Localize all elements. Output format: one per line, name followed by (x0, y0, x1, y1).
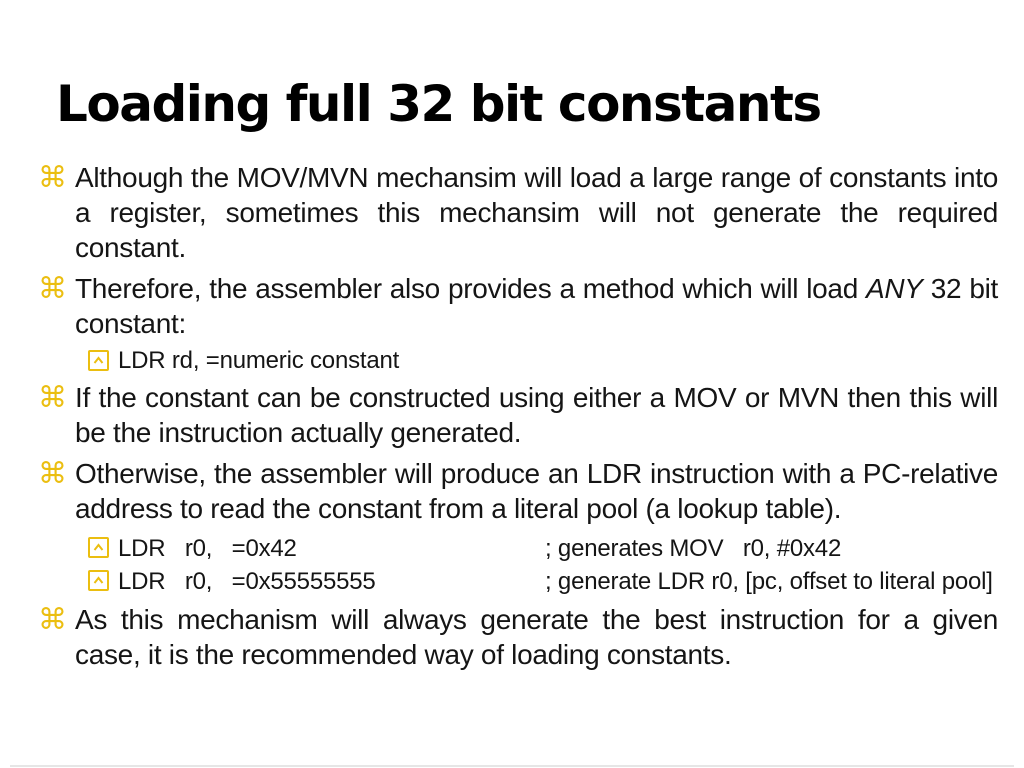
code-comment: ; generate LDR r0, [pc, offset to literal pool] (545, 568, 993, 595)
code-comment: ; generates MOV r0, #0x42 (545, 535, 842, 562)
code-text: LDR r0, =0x55555555 (118, 568, 376, 595)
bullet-text: As this mechanism will always generate the best instruction for a given case, it is the recommended way of loading constants. (75, 604, 998, 670)
bullet-text-post: 32 bit constant: (75, 273, 998, 339)
bullet-item (38, 456, 1006, 526)
chevron-box-icon (88, 570, 109, 591)
command-bullet-icon: ⌘ (38, 380, 67, 414)
bullet-text-italic: ANY (866, 273, 923, 304)
sub-bullet-item (38, 345, 1006, 376)
bullet-item (38, 602, 1006, 672)
bullet-item (38, 380, 1006, 450)
bullet-text: If the constant can be constructed using either a MOV or MVN then this will be the instruction actually generated. (75, 382, 998, 448)
code-line (38, 565, 1006, 598)
sub-bullet-text: LDR rd, =numeric constant (118, 347, 400, 374)
command-bullet-icon: ⌘ (38, 602, 67, 636)
code-line (38, 532, 1006, 565)
bullet-text: Although the MOV/MVN mechansim will load a large range of constants into a register, sometimes this mechansim will not generate the required constant. (75, 162, 998, 263)
command-bullet-icon: ⌘ (38, 271, 67, 305)
bullet-item (38, 160, 1006, 265)
slide-title: Loading full 32 bit constants (56, 75, 821, 133)
bullet-text (75, 271, 998, 341)
bottom-divider (10, 765, 1014, 767)
bullet-item (38, 271, 1006, 341)
chevron-box-icon (88, 537, 109, 558)
code-text: LDR r0, =0x42 (118, 535, 297, 562)
chevron-box-icon (88, 350, 109, 371)
command-bullet-icon: ⌘ (38, 456, 67, 490)
bullet-text: Otherwise, the assembler will produce an LDR instruction with a PC-relative address to read the constant from a literal pool (a lookup table). (75, 458, 998, 524)
command-bullet-icon: ⌘ (38, 160, 67, 194)
slide-body (38, 160, 1006, 672)
bullet-text-pre: Therefore, the assembler also provides a method which will load (75, 273, 867, 304)
